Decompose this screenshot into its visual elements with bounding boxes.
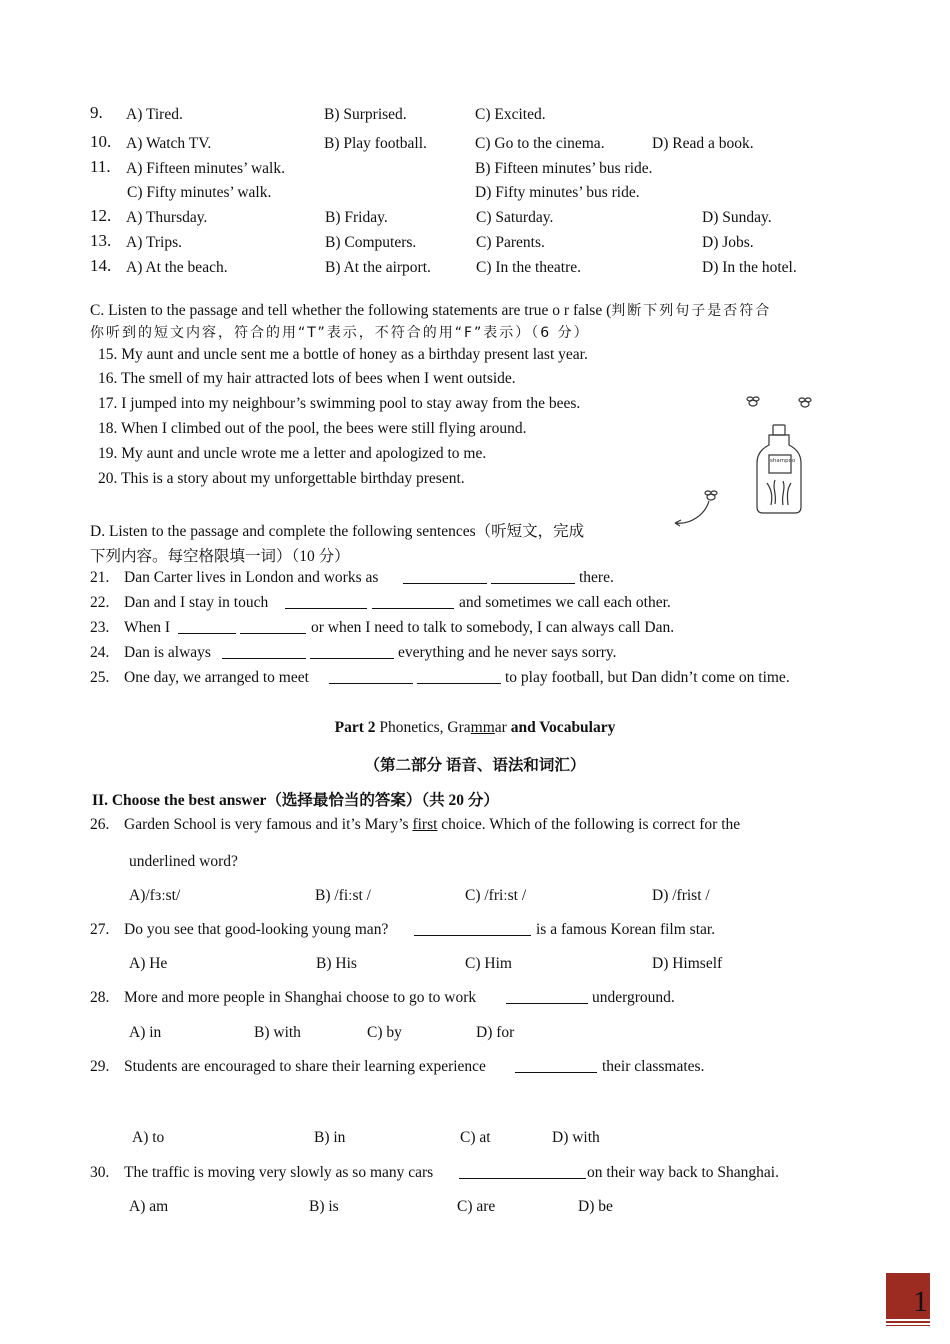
option-d: D) Fifty minutes’ bus ride. [475,184,640,201]
option-c: C) Saturday. [476,209,554,226]
option-a: A) Fifteen minutes’ walk. [126,160,285,177]
option-c: C) Him [465,955,512,972]
answer-blank[interactable] [329,669,413,684]
bee-icon [747,397,759,406]
option-d: D) Himself [652,955,723,972]
question-23: 23. When I or when I need to talk to somebody, I can always call Dan. [90,619,675,636]
option-b: B) with [254,1024,301,1041]
option-b: B) His [316,955,357,972]
option-b: B) Play football. [324,135,427,152]
answer-blank[interactable] [506,989,588,1004]
question-number: 12. [90,206,112,225]
part-2-title: Part 2 Phonetics, Grammar and Vocabulary [334,719,616,736]
answer-blank[interactable] [417,669,501,684]
section-ii-heading: II. Choose the best answer（选择最恰当的答案）（共 20 分） [92,792,499,809]
option-b: B) in [314,1129,346,1146]
option-c: C) are [457,1198,496,1215]
option-b: B) /fiːst / [315,887,371,904]
answer-blank[interactable] [414,921,531,936]
answer-blank[interactable] [240,619,306,634]
question-24: 24. Dan is always everything and he never says sorry. [90,644,617,661]
question-number: 13. [90,231,112,250]
option-b: B) Computers. [325,234,417,251]
statement: 20. This is a story about my unforgettable birthday present. [98,470,465,487]
answer-blank[interactable] [372,594,454,609]
option-a: A) Thursday. [126,209,208,226]
page-number-underline [886,1321,930,1323]
option-d: D) with [552,1129,600,1146]
statement: 19. My aunt and uncle wrote me a letter and apologized to me. [98,445,487,462]
question-25: 25. One day, we arranged to meet to play football, but Dan didn’t come on time. [90,669,790,686]
answer-blank[interactable] [178,619,236,634]
bee-icon [799,398,811,407]
option-d: D) Read a book. [652,135,754,152]
option-d: D) Sunday. [702,209,772,226]
option-d: D) be [578,1198,613,1215]
question-26-continued: underlined word? [129,853,238,870]
question-number: 14. [90,256,112,275]
option-c: C) Fifty minutes’ walk. [127,184,272,201]
option-a: A) Watch TV. [126,135,212,152]
option-c: C) Parents. [476,234,545,251]
option-b: B) is [309,1198,339,1215]
bee-icon [705,491,717,500]
option-a: A) am [129,1198,169,1215]
question-26: 26. Garden School is very famous and it’s Mary’s first choice. Which of the following is correct for the [90,816,741,833]
shampoo-bottle-illustration [665,385,850,535]
option-b: B) Fifteen minutes’ bus ride. [475,160,653,177]
option-a: A)/fɜːst/ [129,887,181,904]
option-b: B) At the airport. [325,259,431,276]
answer-blank[interactable] [285,594,367,609]
section-c-instruction-cn: 你听到的短文内容，符合的用“T”表示，不符合的用“F”表示）（6 分） [90,325,590,341]
answer-blank[interactable] [459,1164,586,1179]
option-c: C) at [460,1129,491,1146]
question-28: 28. More and more people in Shanghai choose to go to work underground. [90,989,675,1006]
section-d-instruction-cn: 下列内容。每空格限填一词）（10 分） [90,548,350,565]
option-b: B) Friday. [325,209,388,226]
question-number: 9. [90,103,103,122]
page-number-underline [886,1325,930,1326]
question-27: 27. Do you see that good-looking young man? is a famous Korean film star. [90,921,716,938]
option-a: A) to [132,1129,165,1146]
option-c: C) /friːst / [465,887,527,904]
page-number: 1 [886,1273,930,1319]
underlined-word: first [412,816,438,833]
statement: 16. The smell of my hair attracted lots of bees when I went outside. [98,370,516,387]
option-c: C) In the theatre. [476,259,582,276]
option-d: D) /frist / [652,887,710,904]
option-d: D) Jobs. [702,234,754,251]
option-a: A) At the beach. [126,259,228,276]
option-d: D) for [476,1024,515,1041]
option-c: C) Excited. [475,106,546,123]
section-d-instruction: D. Listen to the passage and complete the following sentences（听短文，完成 [90,523,585,540]
answer-blank[interactable] [491,569,575,584]
statement: 17. I jumped into my neighbour’s swimming pool to stay away from the bees. [98,395,581,412]
bottle-label: shampoo [770,458,796,464]
answer-blank[interactable] [222,644,306,659]
option-a: A) Trips. [126,234,182,251]
section-c-instruction: C. Listen to the passage and tell whether the following statements are true o r false (判断下列句子是否符合 [90,302,772,319]
answer-blank[interactable] [310,644,394,659]
option-c: C) Go to the cinema. [475,135,605,152]
option-a: A) Tired. [126,106,183,123]
answer-blank[interactable] [403,569,487,584]
statement: 15. My aunt and uncle sent me a bottle of honey as a birthday present last year. [98,346,588,363]
option-a: A) He [129,955,168,972]
answer-blank[interactable] [515,1058,597,1073]
question-30: 30. The traffic is moving very slowly as so many cars on their way back to Shanghai. [90,1164,779,1181]
question-22: 22. Dan and I stay in touch and sometimes we call each other. [90,594,671,611]
question-21: 21. Dan Carter lives in London and works as there. [90,569,614,586]
statement: 18. When I climbed out of the pool, the bees were still flying around. [98,420,527,437]
option-d: D) In the hotel. [702,259,797,276]
option-b: B) Surprised. [324,106,407,123]
question-number: 10. [90,132,112,151]
part-2-subtitle: （第二部分 语音、语法和词汇） [364,757,586,774]
question-29: 29. Students are encouraged to share their learning experience their classmates. [90,1058,705,1075]
option-c: C) by [367,1024,402,1041]
option-a: A) in [129,1024,162,1041]
question-number: 11. [90,157,111,176]
